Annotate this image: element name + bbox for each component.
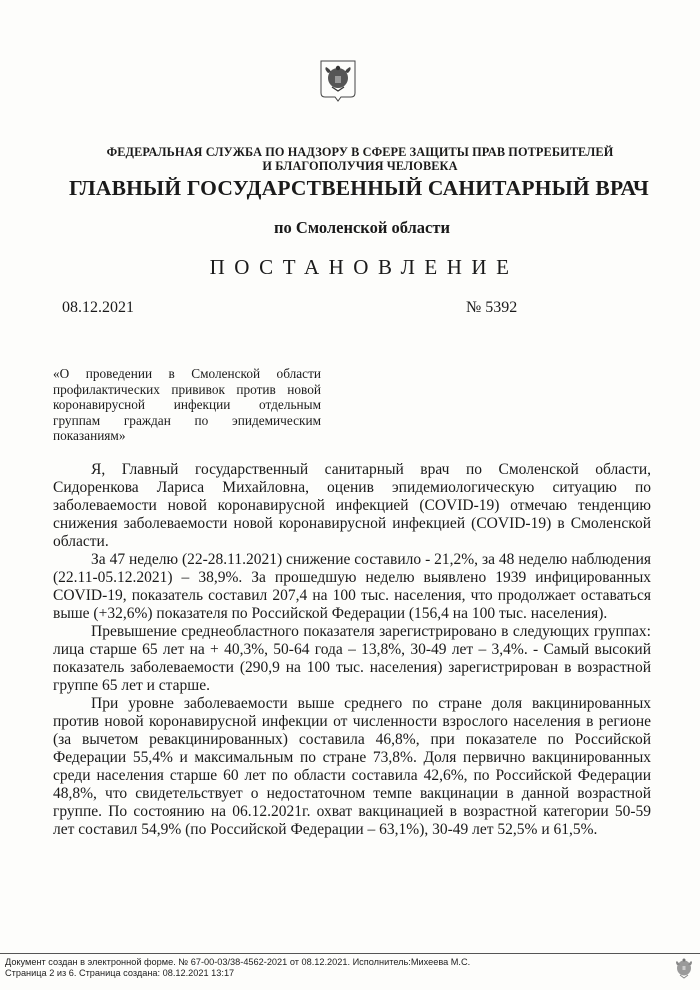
- body-paragraph: За 47 неделю (22-28.11.2021) снижение составило - 21,2%, за 48 неделю наблюдения (22.11-05.12.2021) – 38,9%. За прошедшую неделю выявлено 1939 инфицированных COVID-19, показатель составил 207,4 на 100 тыс. населения, что продолжает оставаться выше (+32,6%) показателя по Российской Федерации (156,4 на 100 тыс. населения).: [53, 551, 651, 622]
- footer-info: [5, 957, 470, 978]
- footer-coat-of-arms-icon: [675, 957, 693, 979]
- body-paragraph: При уровне заболеваемости выше среднего по стране доля вакцинированных против новой коронавирусной инфекции от численности взрослого населения в регионе (за вычетом ревакцинированных) составила 46,8%, при показателе по Российской Федерации 55,4% и максимальным по стране 73,8%. Доля первично вакцинированных среди населения старше 60 лет по области составила 42,6%, по Российской Федерации 48,8%, что свидетельствует о недостаточном темпе вакцинации в данной возрастной группе. По состоянию на 06.12.2021г. охват вакцинацией в возрастной категории 50-59 лет составил 54,9% (по Российской Федерации – 63,1%), 30-49 лет 52,5% и 61,5%.: [53, 695, 651, 838]
- footer-line-document: Документ создан в электронной форме. № 67-00-03/38-4562-2021 от 08.12.2021. Исполнитель:Михеева М.С.: [5, 957, 471, 967]
- subject-line: показаниям»: [53, 428, 126, 444]
- coat-of-arms-icon: [318, 59, 358, 103]
- document-date: 08.12.2021: [62, 299, 134, 316]
- subject-line: профилактических прививок против новой: [53, 381, 321, 397]
- body-paragraph: Я, Главный государственный санитарный врач по Смоленской области, Сидоренкова Лариса Михайловна, оценив эпидемиологическую ситуацию по заболеваемости новой коронавирусной инфекцией (COVID-19) отмечаю тенденцию снижения заболеваемости новой коронавирусной инфекцией (COVID-19) в Смоленской области.: [53, 461, 651, 550]
- footer-line-page: Страница 2 из 6. Страница создана: 08.12.2021 13:17: [5, 967, 235, 978]
- document-body: [53, 461, 651, 839]
- agency-name-line2: И БЛАГОПОЛУЧИЯ ЧЕЛОВЕКА: [262, 159, 458, 173]
- region-name: по Смоленской области: [274, 218, 450, 237]
- footer-divider: [0, 953, 700, 954]
- document-subject: [53, 366, 321, 444]
- subject-line: коронавирусной инфекции отдельным: [53, 397, 321, 413]
- document-type: ПОСТАНОВЛЕНИЕ: [209, 255, 519, 279]
- agency-name-line1: ФЕДЕРАЛЬНАЯ СЛУЖБА ПО НАДЗОРУ В СФЕРЕ ЗАЩИТЫ ПРАВ ПОТРЕБИТЕЛЕЙ: [106, 145, 614, 159]
- body-paragraph: Превышение среднеобластного показателя зарегистрировано в следующих группах: лица старше 65 лет на + 40,3%, 50-64 года – 13,8%, 30-49 лет – 3,4%. - Самый высокий показатель заболеваемости (290,9 на 100 тыс. населения) зарегистрирован в возрастной группе 65 лет и старше.: [53, 623, 651, 694]
- subject-line: «О проведении в Смоленской области: [53, 366, 321, 381]
- official-title: ГЛАВНЫЙ ГОСУДАРСТВЕННЫЙ САНИТАРНЫЙ ВРАЧ: [68, 176, 649, 200]
- agency-name: [0, 145, 700, 173]
- document-number: № 5392: [466, 299, 518, 316]
- subject-line: группам граждан по эпидемическим: [53, 412, 321, 428]
